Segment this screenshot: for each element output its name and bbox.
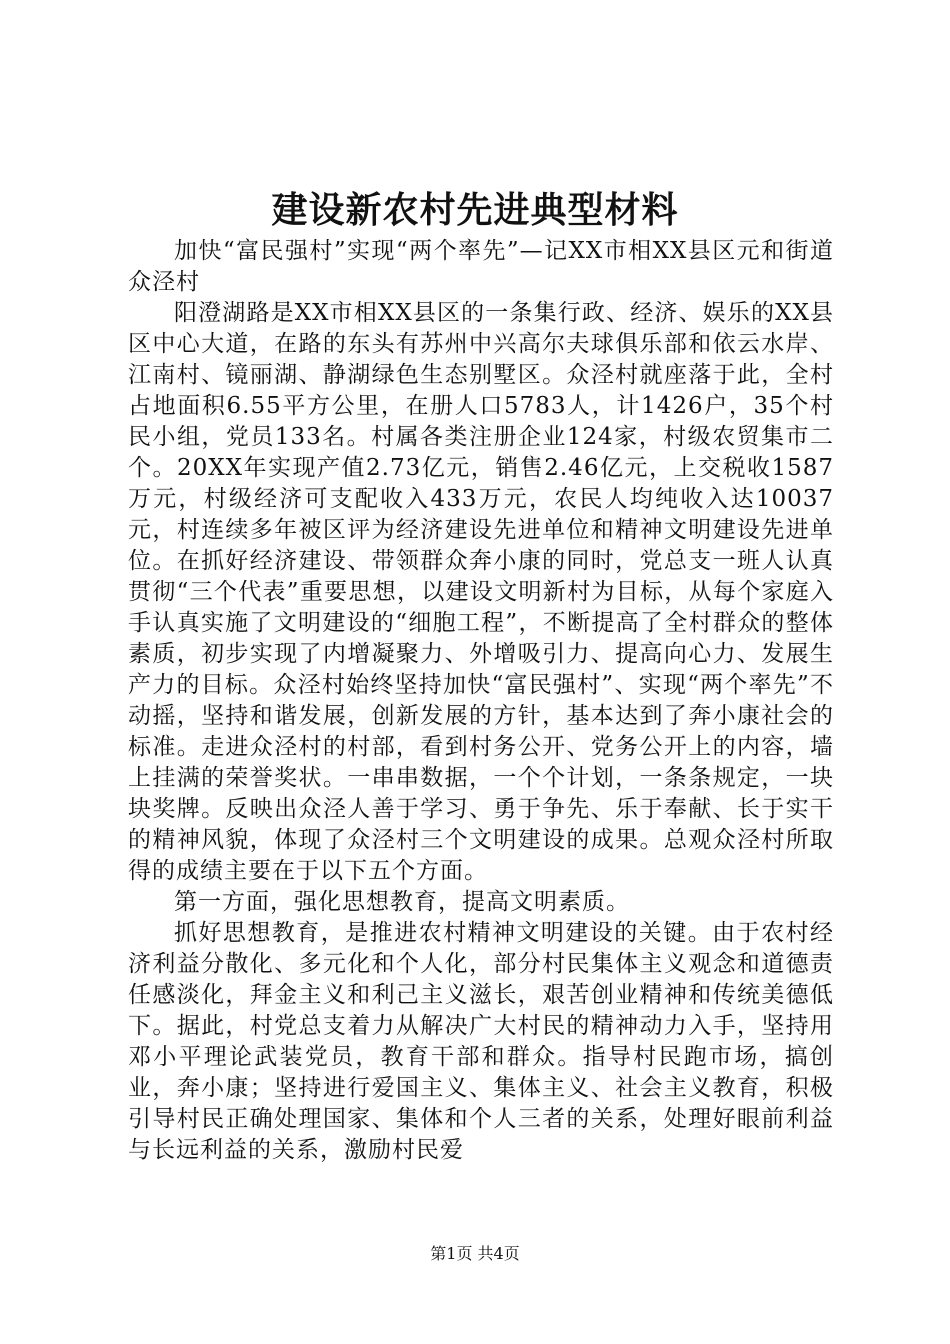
paragraph-section-body: 抓好思想教育，是推进农村精神文明建设的关键。由于农村经济利益分散化、多元化和个人化，部分村民集体主义观念和道德责任感淡化，拜金主义和利己主义滋长，艰苦创业精神和传统美德低下。据此，村党总支着力从解决广大村民的精神动力入手，坚持用邓小平理论武装党员，教育干部和群众。指导村民跑市场，搞创业，奔小康；坚持进行爱国主义、集体主义、社会主义教育，积极引导村民正确处理国家、集体和个人三者的关系，处理好眼前利益与长远利益的关系，激励村民爱 [128,920,834,1163]
document-body [128,236,834,1166]
paragraph-introduction: 阳澄湖路是XX市相XX县区的一条集行政、经济、娱乐的XX县区中心大道，在路的东头有苏州中兴高尔夫球俱乐部和依云水岸、江南村、镜丽湖、静湖绿色生态别墅区。众泾村就座落于此，全村占地面积6.55平方公里，在册人口5783人，计1426户，35个村民小组，党员133名。村属各类注册企业124家，村级农贸集市二个。20XX年实现产值2.73亿元，销售2.46亿元，上交税收1587万元，村级经济可支配收入433万元，农民人均纯收入达10037元，村连续多年被区评为经济建设先进单位和精神文明建设先进单位。在抓好经济建设、带领群众奔小康的同时，党总支一班人认真贯彻“三个代表”重要思想，以建设文明新村为目标，从每个家庭入手认真实施了文明建设的“细胞工程”，不断提高了全村群众的整体素质，初步实现了内增凝聚力、外增吸引力、提高向心力、发展生产力的目标。众泾村始终坚持加快“富民强村”、实现“两个率先”不动摇，坚持和谐发展，创新发展的方针，基本达到了奔小康社会的标准。走进众泾村的村部，看到村务公开、党务公开上的内容，墙上挂满的荣誉奖状。一串串数据，一个个计划，一条条规定，一块块奖牌。反映出众泾人善于学习、勇于争先、乐于奉献、长于实干的精神风貌，体现了众泾村三个文明建设的成果。总观众泾村所取得的成绩主要在于以下五个方面。 [128,300,834,884]
document-title: 建设新农村先进典型材料 [271,189,679,231]
page-number-footer: 第1页 共4页 [430,1244,520,1263]
paragraph-section-heading: 第一方面，强化思想教育，提高文明素质。 [174,889,630,915]
paragraph-subtitle: 加快“富民强村”实现“两个率先”—记XX市相XX县区元和街道众泾村 [128,238,834,295]
